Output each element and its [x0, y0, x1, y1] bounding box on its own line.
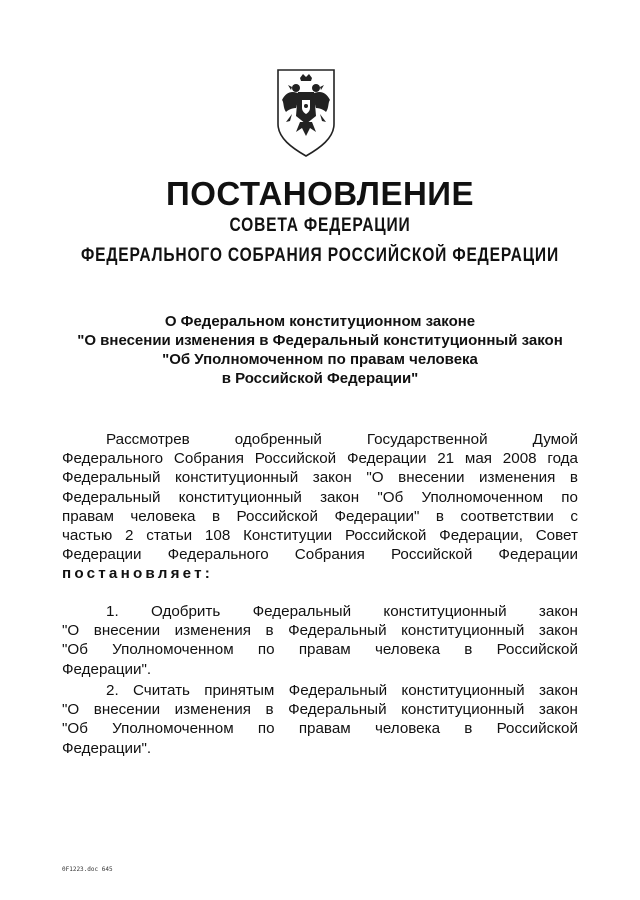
word: Российской — [254, 450, 337, 468]
preamble-paragraph — [62, 430, 578, 584]
word: "О — [366, 469, 384, 487]
text-line — [62, 719, 578, 738]
word: Совет — [535, 527, 578, 545]
word: Российской — [496, 641, 578, 659]
word: Российской — [496, 720, 578, 738]
word: соответствии — [460, 507, 554, 525]
word: 2. — [106, 682, 119, 699]
word: в — [435, 507, 444, 525]
word: Уполномоченном — [421, 488, 544, 506]
text-line — [62, 700, 578, 719]
text-line — [62, 488, 578, 507]
text-line — [62, 660, 578, 679]
word: статьи — [146, 527, 193, 545]
word: человека — [130, 507, 196, 525]
subject-line: "О внесении изменения в Федеральный конституционный закон — [77, 332, 563, 349]
word: "О — [62, 622, 80, 640]
word: Федеральный — [288, 622, 387, 640]
word: Федерации — [346, 450, 427, 468]
word: конституционный — [174, 469, 299, 487]
word: Собрания — [294, 546, 365, 564]
word: Одобрить — [151, 603, 221, 620]
word: Федерального — [62, 450, 164, 468]
word: Федерации — [498, 546, 578, 564]
double-headed-eagle-icon — [274, 66, 338, 158]
word: изменения — [174, 622, 251, 640]
word: года — [547, 450, 578, 468]
word: в — [265, 622, 274, 640]
text-line — [62, 430, 578, 449]
subject-line: О Федеральном конституционном законе — [164, 313, 476, 330]
word: в — [265, 701, 274, 719]
text-line — [62, 739, 578, 758]
word: конституционный — [178, 488, 302, 506]
text-line — [62, 507, 578, 526]
text-line — [62, 468, 578, 487]
word: "Об — [377, 488, 404, 506]
word: Государственной — [366, 431, 488, 448]
word: Федерального — [167, 546, 269, 564]
word: конституционный — [401, 701, 525, 719]
word: Уполномоченном — [112, 720, 234, 738]
word: Собрания — [173, 450, 244, 468]
word: Федерации — [62, 546, 142, 564]
word: Уполномоченном — [112, 641, 234, 659]
word: Федеральный — [62, 488, 161, 506]
word: конституционный — [383, 603, 507, 620]
word: "О — [62, 701, 80, 719]
issuer-line-2: ФЕДЕРАЛЬНОГО СОБРАНИЯ РОССИЙСКОЙ ФЕДЕРАЦИИ — [81, 245, 559, 266]
word: Федеральный — [252, 603, 352, 620]
word: 1. — [106, 603, 119, 620]
text-line — [62, 545, 578, 564]
text-line — [62, 526, 578, 545]
word: правам — [298, 720, 351, 738]
word: мая — [464, 450, 493, 468]
word: Федеральный — [288, 701, 387, 719]
text-line — [62, 449, 578, 468]
document-subject — [60, 312, 580, 388]
word: Конституции — [243, 527, 333, 545]
text-line — [62, 621, 578, 640]
word: 2008 — [502, 450, 537, 468]
word: Считать — [132, 682, 190, 699]
word: в — [464, 720, 473, 738]
word: человека — [374, 641, 441, 659]
word: частью — [62, 527, 113, 545]
word: с — [570, 507, 578, 525]
word: закон — [538, 622, 578, 640]
word: 21 — [437, 450, 455, 468]
decree-word-text: постановляет: — [62, 565, 214, 583]
text-line — [62, 640, 578, 659]
word: закон — [538, 701, 578, 719]
word: изменения — [479, 469, 556, 487]
word: закон — [312, 469, 352, 487]
word: одобренный — [234, 431, 322, 448]
word: правам — [298, 641, 351, 659]
word: конституционный — [401, 622, 525, 640]
word: Российской — [236, 507, 318, 525]
text-line — [62, 602, 578, 621]
word: по — [257, 641, 275, 659]
issuer-line-1: СОВЕТА ФЕДЕРАЦИИ — [229, 215, 411, 236]
word: внесении — [398, 469, 465, 487]
word: конституционный — [401, 682, 525, 699]
word: "Об — [62, 641, 88, 659]
document-code: 0F1223.doc 645 — [62, 866, 113, 873]
word: Российской — [390, 546, 473, 564]
word: закон — [538, 603, 578, 620]
word: правам — [62, 507, 114, 525]
word: закон — [538, 682, 578, 699]
item-2-paragraph — [62, 681, 578, 758]
item-1-paragraph — [62, 602, 578, 679]
word: Федеральный — [288, 682, 388, 699]
document-title: ПОСТАНОВЛЕНИЕ — [165, 175, 475, 212]
word: Федерации". — [62, 739, 152, 757]
word: Федерации" — [334, 507, 420, 525]
word: 2 — [125, 527, 134, 545]
word: по — [257, 720, 275, 738]
word: Рассмотрев — [106, 431, 190, 448]
word: принятым — [204, 682, 275, 699]
subject-line: в Российской Федерации" — [221, 370, 419, 387]
subject-line: "Об Уполномоченном по правам человека — [162, 351, 478, 368]
word: внесении — [93, 622, 161, 640]
word: Федерации". — [62, 660, 152, 678]
word: "Об — [62, 720, 88, 738]
word: Федеральный — [62, 469, 161, 487]
word: 108 — [204, 527, 231, 545]
decree-word — [62, 564, 578, 583]
word: по — [561, 488, 578, 506]
word: человека — [374, 720, 441, 738]
word: изменения — [174, 701, 251, 719]
word: в — [211, 507, 221, 525]
word: в — [569, 469, 578, 487]
word: Федерации, — [439, 527, 523, 545]
word: закон — [320, 488, 360, 506]
word: Думой — [532, 431, 578, 448]
word: внесении — [93, 701, 161, 719]
word: Российской — [344, 527, 427, 545]
word: в — [464, 641, 473, 659]
text-line — [62, 681, 578, 700]
